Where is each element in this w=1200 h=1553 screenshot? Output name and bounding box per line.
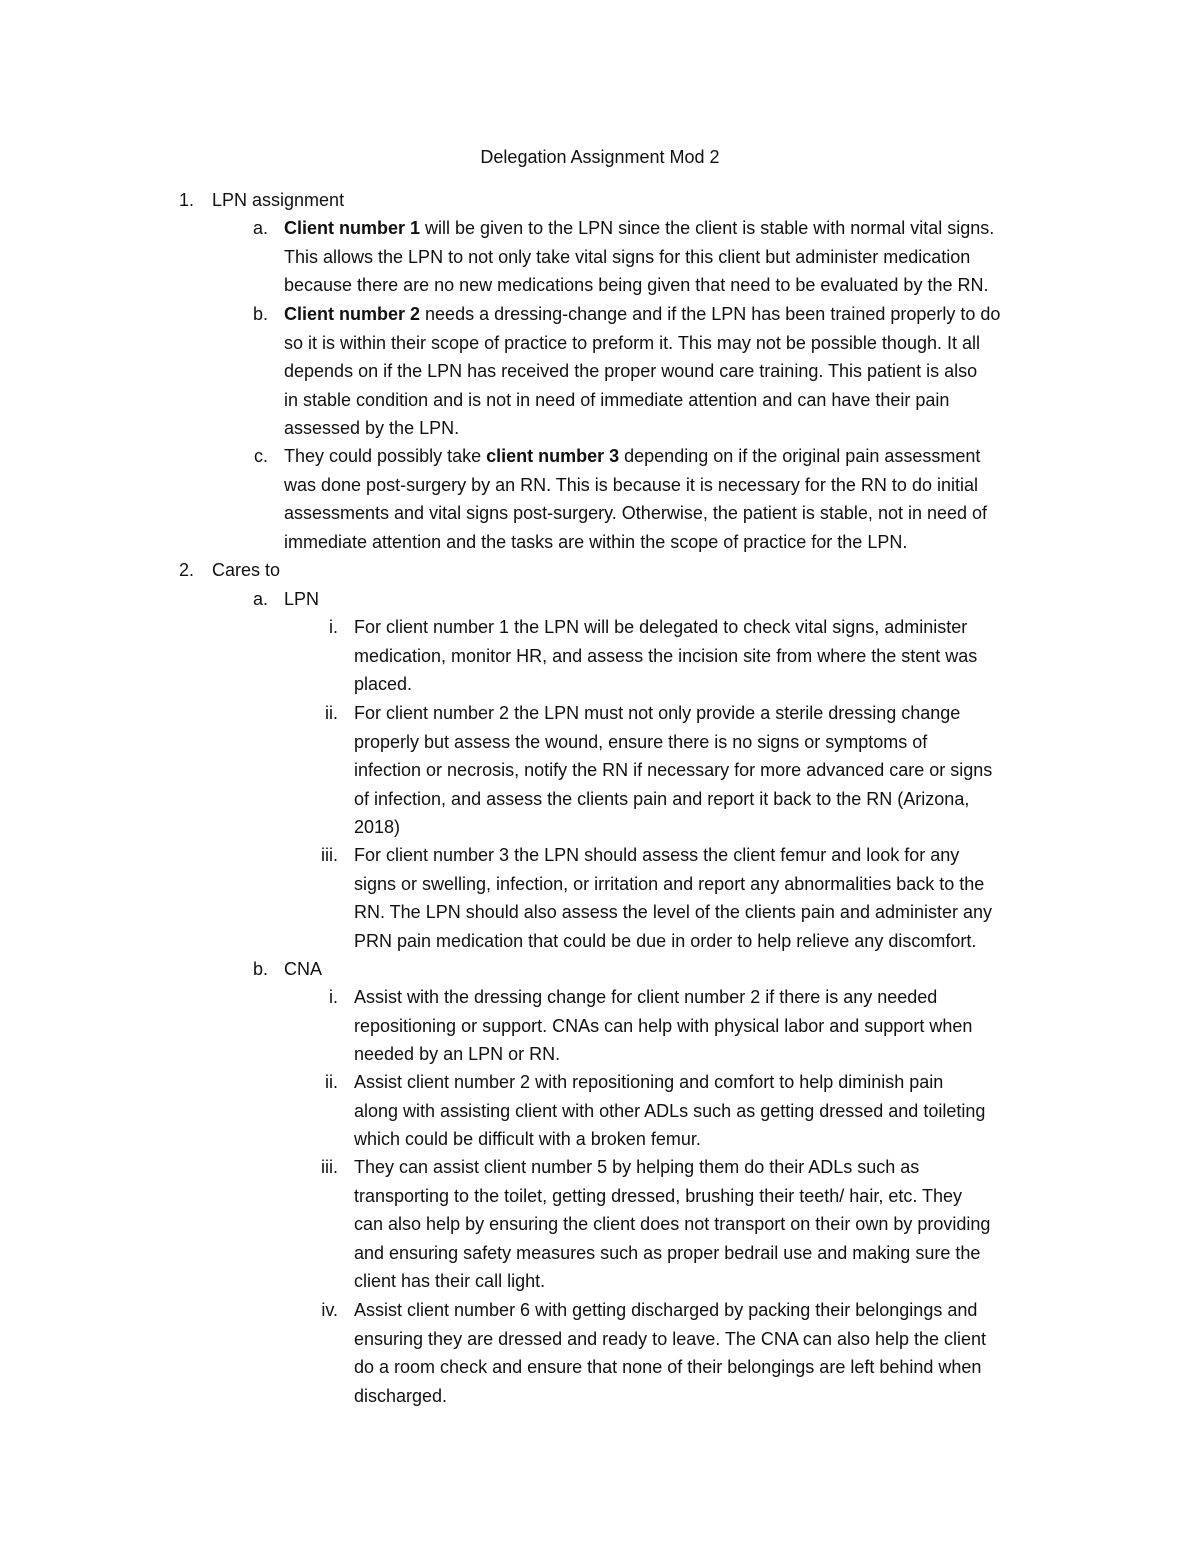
section-1-number: 1. [178, 190, 194, 210]
item-1b-line-2: so it is within their scope of practice to preform it. This may not be possible though. It all [284, 332, 980, 353]
cna-iii-paragraph [354, 1153, 990, 1296]
cna-iii-line-4: and ensuring safety measures such as proper bedrail use and making sure the [354, 1242, 981, 1263]
item-1b-marker: b. [252, 304, 268, 324]
cna-iv-line-1: Assist client number 6 with getting discharged by packing their belongings and [354, 1300, 978, 1320]
lpn-i-line-1: For client number 1 the LPN will be delegated to check vital signs, administer [354, 617, 968, 637]
lpn-ii-line-5: 2018) [354, 817, 401, 837]
item-1a-paragraph [284, 214, 994, 300]
lpn-ii-line-2: properly but assess the wound, ensure there is no signs or symptoms of [354, 731, 928, 752]
cna-ii-line-2: along with assisting client with other ADLs such as getting dressed and toileting [354, 1100, 986, 1121]
item-1b-line-1 [284, 300, 1000, 329]
item-1c-line-4: immediate attention and the tasks are within the scope of practice for the LPN. [284, 531, 908, 552]
item-2a-heading: LPN [284, 589, 320, 609]
cna-i-marker: i. [329, 987, 338, 1007]
item-1c-bold: client number 3 [486, 446, 620, 466]
lpn-iii-line-3: RN. The LPN should also assess the level of the clients pain and administer any [354, 902, 993, 922]
section-1-heading: LPN assignment [212, 190, 345, 210]
cna-iv-marker: iv. [321, 1300, 338, 1320]
lpn-i-marker: i. [329, 617, 338, 637]
cna-iii-line-5: client has their call light. [354, 1271, 546, 1291]
item-1a-text: will be given to the LPN since the client is stable with normal vital signs. [420, 218, 995, 238]
item-1c-line-1 [284, 442, 987, 471]
cna-iv-line-4: discharged. [354, 1385, 448, 1406]
cna-ii-paragraph [354, 1068, 985, 1154]
item-1a-marker: a. [252, 218, 268, 238]
lpn-ii-line-4: of infection, and assess the clients pain and report it back to the RN (Arizona, [354, 788, 970, 809]
item-1b-paragraph [284, 300, 1000, 443]
cna-iii-line-3: can also help by ensuring the client does not transport on their own by providing [354, 1214, 991, 1234]
lpn-ii-paragraph [354, 699, 992, 842]
cna-iv-line-2: ensuring they are dressed and ready to leave. The CNA can also help the client [354, 1328, 987, 1349]
lpn-iii-paragraph [354, 841, 992, 955]
item-2b-heading: CNA [284, 959, 323, 979]
item-1b-text: needs a dressing-change and if the LPN has been trained properly to do [420, 304, 1001, 324]
cna-iv-line-3: do a room check and ensure that none of their belongings are left behind when [354, 1357, 982, 1377]
document-title: Delegation Assignment Mod 2 [480, 147, 720, 167]
lpn-ii-line-1: For client number 2 the LPN must not only provide a sterile dressing change [354, 703, 961, 723]
lpn-iii-marker: iii. [321, 845, 338, 865]
cna-ii-marker: ii. [325, 1072, 338, 1092]
item-1c-text: depending on if the original pain assessment [619, 446, 981, 466]
item-2a-marker: a. [252, 589, 268, 609]
cna-i-line-1: Assist with the dressing change for client number 2 if there is any needed [354, 987, 938, 1007]
lpn-i-paragraph [354, 613, 977, 699]
cna-iii-marker: iii. [321, 1157, 338, 1177]
lpn-ii-marker: ii. [325, 703, 338, 723]
cna-iii-line-1: They can assist client number 5 by helping them do their ADLs such as [354, 1157, 920, 1177]
lpn-iii-line-1: For client number 3 the LPN should assess the client femur and look for any [354, 845, 960, 865]
section-2-heading: Cares to [212, 560, 281, 580]
lpn-ii-line-3: infection or necrosis, notify the RN if necessary for more advanced care or signs [354, 760, 993, 780]
cna-ii-line-3: which could be difficult with a broken femur. [354, 1129, 701, 1149]
lpn-i-line-3: placed. [354, 674, 413, 694]
item-1a-line-3: because there are no new medications being given that need to be evaluated by the RN. [284, 275, 989, 295]
item-1b-line-3: depends on if the LPN has received the proper wound care training. This patient is also [284, 361, 978, 381]
item-1a-bold: Client number 1 [284, 218, 421, 238]
item-2b-marker: b. [252, 959, 268, 979]
cna-iv-paragraph [354, 1296, 986, 1410]
item-1c-paragraph [284, 442, 987, 556]
cna-iii-line-2: transporting to the toilet, getting dressed, brushing their teeth/ hair, etc. They [354, 1185, 963, 1206]
item-1b-bold: Client number 2 [284, 304, 421, 324]
lpn-iii-line-4: PRN pain medication that could be due in order to help relieve any discomfort. [354, 930, 977, 951]
cna-i-paragraph [354, 983, 972, 1069]
item-1c-line-2: was done post-surgery by an RN. This is because it is necessary for the RN to do initial [284, 474, 978, 495]
cna-i-line-2: repositioning or support. CNAs can help with physical labor and support when [354, 1015, 973, 1036]
item-1c-line-3: assessments and vital signs post-surgery. Otherwise, the patient is stable, not in need of [284, 503, 988, 523]
item-1b-line-5: assessed by the LPN. [284, 418, 460, 438]
item-1b-line-4: in stable condition and is not in need of immediate attention and can have their pain [284, 389, 950, 410]
cna-ii-line-1: Assist client number 2 with repositioning and comfort to help diminish pain [354, 1072, 944, 1092]
cna-i-line-3: needed by an LPN or RN. [354, 1044, 561, 1064]
lpn-iii-line-2: signs or swelling, infection, or irritation and report any abnormalities back to the [354, 873, 985, 894]
item-1a-line-1 [284, 214, 994, 243]
item-1c-pre: They could possibly take [284, 446, 487, 466]
section-2-number: 2. [178, 560, 194, 580]
lpn-i-line-2: medication, monitor HR, and assess the incision site from where the stent was [354, 645, 978, 666]
item-1a-line-2: This allows the LPN to not only take vital signs for this client but administer medication [284, 246, 971, 267]
item-1c-marker: c. [253, 446, 268, 466]
